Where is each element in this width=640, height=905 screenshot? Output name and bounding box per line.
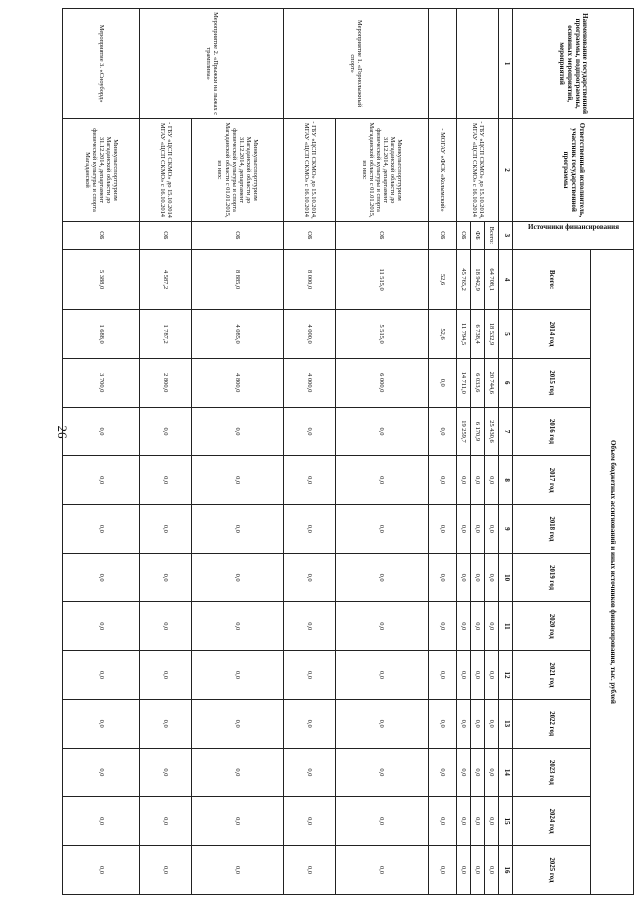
table-row (428, 9, 456, 895)
total-cell: 52,6 (428, 249, 456, 309)
value-cell: 0,0 (140, 456, 191, 505)
value-cell: 1 688,0 (63, 310, 140, 359)
source-cell: ОБ (140, 221, 191, 249)
header-year: 2024 год (513, 797, 591, 846)
total-cell: 64 708,1 (485, 249, 499, 309)
value-cell: 0,0 (191, 651, 284, 700)
value-cell: 0,0 (63, 748, 140, 797)
value-cell: 0,0 (284, 553, 335, 602)
header-year: 2020 год (513, 602, 591, 651)
header-year: 2023 год (513, 748, 591, 797)
table-row (284, 9, 335, 895)
table-row (335, 9, 428, 895)
index-cell: 11 (499, 602, 513, 651)
value-cell: 0,0 (63, 505, 140, 554)
index-cell: 14 (499, 748, 513, 797)
value-cell: 0,0 (284, 651, 335, 700)
program-name-cell (456, 9, 498, 119)
value-cell: 0,0 (428, 505, 456, 554)
budget-table (62, 8, 634, 895)
header-year: 2018 год (513, 505, 591, 554)
header-year: 2021 год (513, 651, 591, 700)
value-cell: 0,0 (335, 553, 428, 602)
value-cell: 19 259,7 (456, 407, 470, 456)
value-cell: 0,0 (284, 456, 335, 505)
value-cell: 14 711,0 (456, 358, 470, 407)
value-cell: 6 033,6 (471, 358, 485, 407)
value-cell: 0,0 (456, 797, 470, 846)
value-cell: 5 515,0 (335, 310, 428, 359)
index-cell: 13 (499, 699, 513, 748)
header-year: 2017 год (513, 456, 591, 505)
value-cell: 0,0 (456, 602, 470, 651)
value-cell: 1 787,2 (140, 310, 191, 359)
source-cell: ОБ (335, 221, 428, 249)
index-cell: 3 (499, 221, 513, 249)
index-row (499, 9, 513, 895)
value-cell: 0,0 (140, 748, 191, 797)
value-cell: 0,0 (284, 407, 335, 456)
value-cell: 0,0 (284, 845, 335, 894)
value-cell: 0,0 (471, 748, 485, 797)
source-cell: Всего: (485, 221, 499, 249)
value-cell: 11 794,5 (456, 310, 470, 359)
value-cell: 0,0 (284, 505, 335, 554)
value-cell: 0,0 (140, 845, 191, 894)
value-cell: 0,0 (485, 651, 499, 700)
total-cell: 11 515,0 (335, 249, 428, 309)
value-cell: 0,0 (428, 553, 456, 602)
value-cell: 0,0 (471, 699, 485, 748)
value-cell: 52,6 (428, 310, 456, 359)
value-cell: 0,0 (428, 358, 456, 407)
program-name-cell: Мероприятие 3. «Сноуборд» (63, 9, 140, 119)
page-number: 26 (55, 425, 70, 439)
header-year: 2019 год (513, 553, 591, 602)
value-cell: 0,0 (140, 602, 191, 651)
value-cell: 0,0 (471, 797, 485, 846)
index-cell: 12 (499, 651, 513, 700)
value-cell: 25 430,6 (485, 407, 499, 456)
value-cell: 0,0 (456, 456, 470, 505)
header-program-name: Наименование государственной программы, подпрограммы, основных мероприятий, мероприятий (513, 9, 634, 119)
table-row (485, 9, 499, 895)
value-cell: 0,0 (335, 651, 428, 700)
program-name-cell: Мероприятие 1. «Горнолыжный спорт» (284, 9, 428, 119)
value-cell: 0,0 (456, 845, 470, 894)
value-cell: 0,0 (485, 553, 499, 602)
header-year: 2015 год (513, 358, 591, 407)
index-cell: 9 (499, 505, 513, 554)
value-cell: 0,0 (471, 602, 485, 651)
value-cell: 0,0 (485, 845, 499, 894)
value-cell: 0,0 (191, 407, 284, 456)
value-cell: 0,0 (335, 748, 428, 797)
value-cell: 0,0 (63, 651, 140, 700)
value-cell: 0,0 (485, 602, 499, 651)
value-cell: 0,0 (428, 748, 456, 797)
index-cell: 5 (499, 310, 513, 359)
header-year: 2016 год (513, 407, 591, 456)
header-total: Всего: (513, 249, 591, 309)
index-cell: 4 (499, 249, 513, 309)
table-row (140, 9, 191, 895)
value-cell: 0,0 (456, 505, 470, 554)
value-cell: 0,0 (63, 553, 140, 602)
value-cell: 0,0 (335, 407, 428, 456)
header-year: 2022 год (513, 699, 591, 748)
index-cell: 6 (499, 358, 513, 407)
value-cell: 0,0 (335, 602, 428, 651)
value-cell: 0,0 (428, 699, 456, 748)
value-cell: 0,0 (191, 456, 284, 505)
value-cell: 0,0 (471, 505, 485, 554)
value-cell: 0,0 (335, 456, 428, 505)
value-cell: 0,0 (63, 602, 140, 651)
value-cell: 0,0 (191, 845, 284, 894)
value-cell: 20 744,6 (485, 358, 499, 407)
value-cell: 0,0 (471, 651, 485, 700)
value-cell: 4 000,0 (284, 358, 335, 407)
value-cell: 18 532,9 (485, 310, 499, 359)
program-name-cell: Мероприятие 2. «Прыжки на лыжах с трамплина» (140, 9, 284, 119)
value-cell: 0,0 (63, 797, 140, 846)
value-cell: 0,0 (485, 797, 499, 846)
value-cell: 0,0 (485, 505, 499, 554)
header-source: Источники финансирования (513, 221, 634, 249)
value-cell: 0,0 (284, 699, 335, 748)
value-cell: 0,0 (471, 456, 485, 505)
value-cell: 0,0 (191, 553, 284, 602)
value-cell: 0,0 (335, 699, 428, 748)
index-cell: 2 (499, 119, 513, 222)
value-cell: 0,0 (485, 699, 499, 748)
value-cell: 0,0 (335, 845, 428, 894)
value-cell: 0,0 (456, 651, 470, 700)
value-cell: 0,0 (140, 797, 191, 846)
header-year: 2025 год (513, 845, 591, 894)
value-cell: 6 738,4 (471, 310, 485, 359)
executor-cell: Минкультспорттуризм Магаданской области до 31.12.2014, департамент физической культуры и спорта Магаданской области с 01.01.2015, из них: (335, 119, 428, 222)
value-cell: 0,0 (284, 602, 335, 651)
total-cell: 5 388,0 (63, 249, 140, 309)
total-cell: 4 587,2 (140, 249, 191, 309)
source-cell: ОБ (191, 221, 284, 249)
value-cell: 0,0 (63, 407, 140, 456)
value-cell: 0,0 (456, 748, 470, 797)
source-cell: ОБ (63, 221, 140, 249)
executor-cell: - ГБУ «ЦСП СКМО» до 15.10.2014 МГАУ «ЦСП СКМО» с 16.10.2014 (140, 119, 191, 222)
source-cell: ОБ (428, 221, 456, 249)
rotated-table-container (62, 8, 634, 895)
value-cell: 4 800,0 (191, 358, 284, 407)
value-cell: 0,0 (63, 699, 140, 748)
executor-cell: Минкультспорттуризм Магаданской области до 31.12.2014, департамент физической культуры и спорта Магаданской области с 01.01.2015, из них: (191, 119, 284, 222)
value-cell: 0,0 (191, 699, 284, 748)
executor-cell: - МОГАУ «ФСК «Колымский» (428, 119, 456, 222)
source-cell: ОБ (456, 221, 470, 249)
index-cell: 7 (499, 407, 513, 456)
value-cell: 0,0 (140, 553, 191, 602)
value-cell: 0,0 (284, 797, 335, 846)
value-cell: 0,0 (63, 845, 140, 894)
value-cell: 0,0 (428, 602, 456, 651)
value-cell: 0,0 (191, 602, 284, 651)
value-cell: 0,0 (335, 797, 428, 846)
header-funding-group: Объем бюджетных ассигнований и иных источников финансирования, тыс. рублей (590, 249, 633, 894)
index-cell: 10 (499, 553, 513, 602)
value-cell: 0,0 (428, 456, 456, 505)
source-cell: ОБ (284, 221, 335, 249)
index-cell: 8 (499, 456, 513, 505)
value-cell: 6 170,9 (471, 407, 485, 456)
program-name-cell (428, 9, 456, 119)
value-cell: 0,0 (471, 845, 485, 894)
value-cell: 0,0 (140, 505, 191, 554)
value-cell: 2 800,0 (140, 358, 191, 407)
executor-cell: - ГБУ «ЦСП СКМО» до 15.10.2014, МГАУ «ЦСП СКМО» с 16.10.2014 (456, 119, 498, 222)
value-cell: 0,0 (191, 748, 284, 797)
value-cell: 0,0 (140, 699, 191, 748)
value-cell: 0,0 (428, 407, 456, 456)
executor-cell: Минкультспорттуризм Магаданской области до 31.12.2014, департамент физической культуры и спорта Магаданской (63, 119, 140, 222)
value-cell: 0,0 (428, 797, 456, 846)
value-cell: 0,0 (335, 505, 428, 554)
value-cell: 3 700,0 (63, 358, 140, 407)
value-cell: 0,0 (456, 553, 470, 602)
value-cell: 0,0 (428, 651, 456, 700)
value-cell: 0,0 (456, 699, 470, 748)
index-cell: 1 (499, 9, 513, 119)
value-cell: 0,0 (191, 797, 284, 846)
header-year: 2014 год (513, 310, 591, 359)
total-cell: 8 000,0 (284, 249, 335, 309)
table-row (63, 9, 140, 895)
total-cell: 18 942,9 (471, 249, 485, 309)
value-cell: 4 085,0 (191, 310, 284, 359)
value-cell: 0,0 (428, 845, 456, 894)
value-cell: 4 000,0 (284, 310, 335, 359)
value-cell: 0,0 (284, 748, 335, 797)
table-row (191, 9, 284, 895)
value-cell: 0,0 (140, 407, 191, 456)
value-cell: 0,0 (140, 651, 191, 700)
executor-cell: - ГБУ «ЦСП СКМО» до 15.10.2014, МГАУ «ЦСП СКМО» с 16.10.2014 (284, 119, 335, 222)
total-cell: 45 765,2 (456, 249, 470, 309)
value-cell: 0,0 (485, 748, 499, 797)
value-cell: 0,0 (191, 505, 284, 554)
value-cell: 6 000,0 (335, 358, 428, 407)
value-cell: 0,0 (63, 456, 140, 505)
header-executor: Ответственный исполнитель, участник государственной программы (513, 119, 634, 222)
value-cell: 0,0 (471, 553, 485, 602)
source-cell: ФБ (471, 221, 485, 249)
index-cell: 16 (499, 845, 513, 894)
index-cell: 15 (499, 797, 513, 846)
total-cell: 8 885,0 (191, 249, 284, 309)
value-cell: 0,0 (485, 456, 499, 505)
